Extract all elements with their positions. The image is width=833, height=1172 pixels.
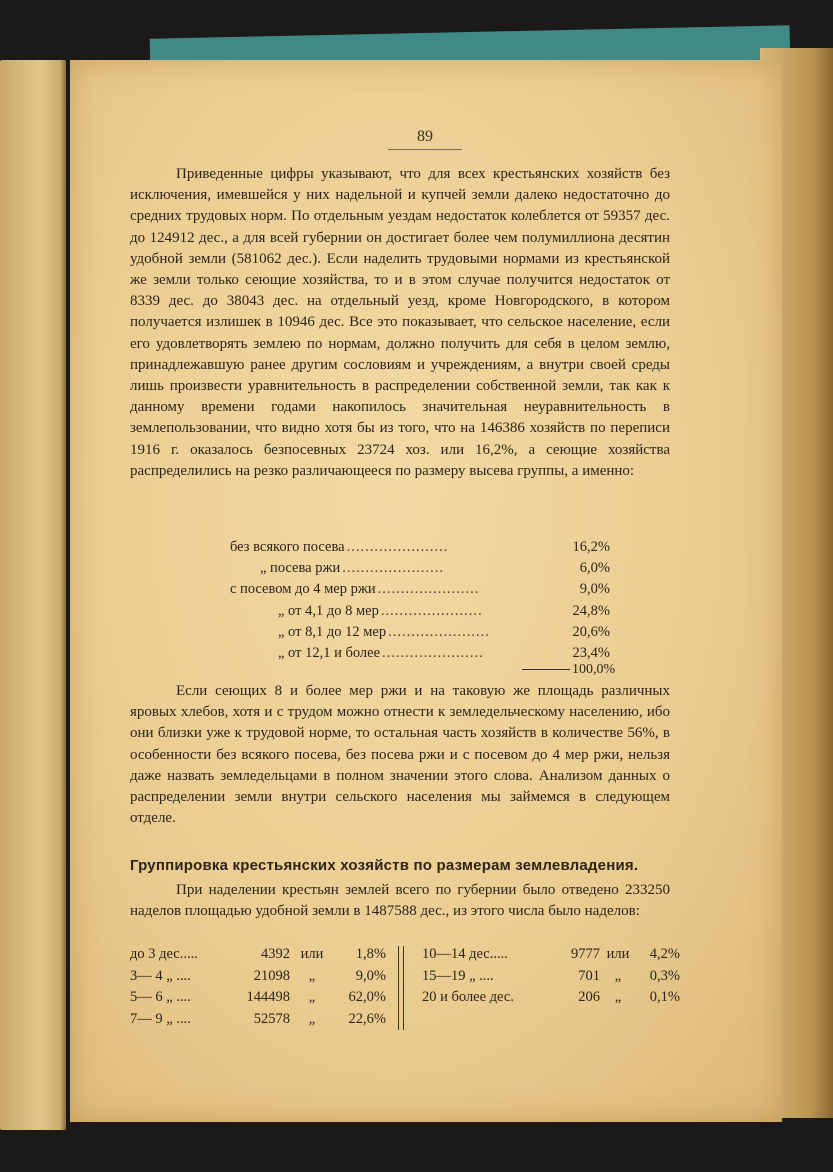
cell-ili: „ [614,967,622,984]
row-value: 16,2% [572,539,610,555]
cell-count: 9777 [571,946,600,962]
table-row: без всякого посева ...................... 16,2% [230,537,610,558]
previous-page-edge [0,60,66,1130]
cell-ili: „ [308,989,316,1005]
cell-pct: 4,2% [649,946,680,962]
table-row [422,966,682,988]
cell-pct: 0,3% [649,967,680,984]
allotments-right-column [422,944,682,1009]
book-page [70,60,782,1122]
cell-range: до 3 дес..... [130,946,198,962]
cell-pct: 22,6% [348,1010,386,1027]
column-divider [398,946,404,1030]
row-label: „ посева ржи [260,560,341,577]
paragraph-1: Приведенные цифры указывают, что для всех крестьянских хозяйств без исключения, имевшейся у них надельной и купчей земли далеко недостаточно до средних трудовых норм. По отдельным уездам недостаток колеблется от 59357 дес. до 124912 дес., а для всей губернии он достигает более чем полумиллиона десятин удобной земли (581062 дес.). Если наделить трудовыми нормами из крестьянской же земли только сеющие хозяйства, то и в этом случае получится недостаток от 8339 дес. до 38043 дес. на отдельный уезд, кроме Новгородского, в котором получается излишек в 10946 дес. Все это показывает, что сельское население, если его удовлетворять землею по нормам, должно получить для себя в целом землю, принадлежавшую ранее другим сословиям и учреждениям, а внутри своей среды лишь произвести уравнительность в распределении собственной земли, так как к данному времени годами накопилось значительная неуравнительность в землепользовании, что видно хотя бы из того, что на 146386 хозяйств по переписи 1916 г. оказалось безпосевных 23724 хоз. или 16,2%, а сеющие хозяйства распределились на резко различающееся по размеру высева группы, а именно: [130,166,670,479]
cell-range: 5— 6 „ .... [130,989,191,1005]
cell-pct: 0,1% [649,989,680,1005]
table-row [422,987,682,1009]
row-label: без всякого посева [230,539,345,555]
paragraph-3: При наделении крестьян землей всего по губернии было отведено 233250 наделов площадью удобной земли в 1487588 дес., из этого числа было наделов: [130,882,670,920]
cell-ili: или [300,946,324,962]
section-heading: Группировка крестьянских хозяйств по размерам землевладения. [130,857,639,874]
cell-ili: „ [308,967,316,984]
row-label: с посевом до 4 мер ржи [230,581,376,598]
body-text-section-3 [130,880,670,922]
table-row [130,944,392,966]
table-row: с посевом до 4 мер ржи ...................... 9,0% [230,579,610,600]
cell-range: 20 и более дес. [422,989,514,1005]
table-row [130,987,392,1009]
row-value: 23,4% [572,645,610,662]
table-row: „ от 4,1 до 8 мер ...................... 24,8% [230,601,610,622]
cell-count: 206 [578,989,600,1005]
cell-pct: 9,0% [355,967,386,984]
cell-pct: 62,0% [348,989,386,1005]
table-row [130,1009,392,1031]
cell-count: 4392 [261,946,290,962]
page-number: 89 [417,128,433,145]
row-label: „ от 12,1 и более [278,645,381,662]
total-value: 100,0% [572,662,616,677]
paragraph-2: Если сеющих 8 и более мер ржи и на таковую же площадь различных яровых хлебов, хотя и с трудом можно отнести к земледельческому населению, ибо они близки уже к трудовой норме, то остальная часть хозяйств в количестве 56%, в особенности без всякого посева, без посева ржи и с посевом до 4 мер ржи, нельзя даже назвать земледельцами в полном значении этого слова. Анализом данных о распределении земли внутри сельского населения мы займемся в следующем отделе. [130,683,670,827]
sowing-total [522,662,615,678]
cell-count: 144498 [246,989,290,1005]
table-row: „ от 8,1 до 12 мер ...................... 20,6% [230,622,610,643]
body-text-section-2 [130,681,670,829]
cell-count: 701 [578,967,600,984]
row-value: 6,0% [579,560,610,577]
cell-range: 15—19 „ .... [422,967,494,984]
row-value: 24,8% [572,602,610,619]
allotments-left-column [130,944,392,1030]
table-row: „ от 12,1 и более ...................... 23,4% [230,643,610,664]
table-row [422,944,682,966]
row-value: 20,6% [572,623,610,640]
page-number-rule [388,149,462,150]
cell-pct: 1,8% [355,946,386,962]
row-value: 9,0% [579,581,610,598]
cell-ili: или [606,946,630,962]
row-label: „ от 4,1 до 8 мер [278,602,379,619]
table-row [130,966,392,988]
cell-range: 10—14 дес..... [422,946,508,962]
cell-ili: „ [614,989,622,1005]
cell-ili: „ [308,1010,316,1027]
table-row: „ посева ржи ...................... 6,0% [230,558,610,579]
sowing-groups-table [230,537,610,664]
row-label: „ от 8,1 до 12 мер [278,623,387,640]
cell-range: 7— 9 „ .... [130,1010,191,1027]
cell-range: 3— 4 „ .... [130,967,191,984]
cell-count: 21098 [253,967,290,984]
body-text-section-1 [130,164,670,482]
cell-count: 52578 [253,1010,290,1027]
